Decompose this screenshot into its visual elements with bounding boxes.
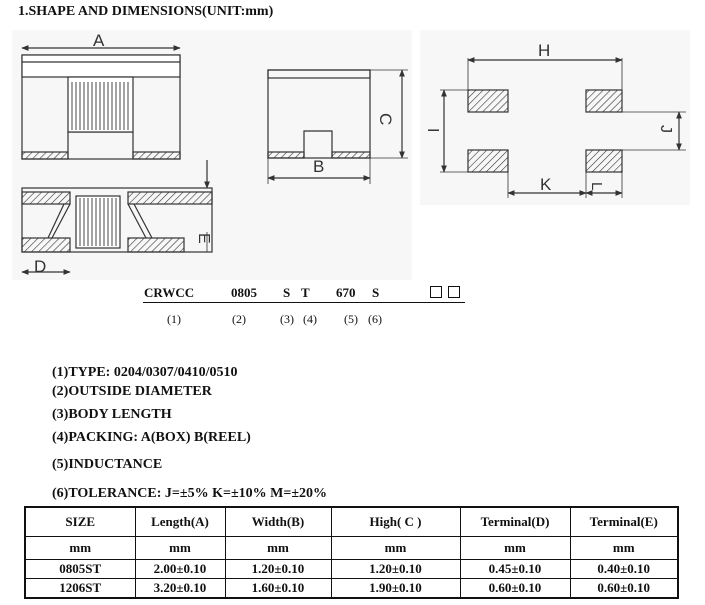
code-index: (2) [232, 312, 246, 326]
label-b: B [313, 157, 325, 176]
table-cell: 1.20±0.10 [225, 560, 331, 579]
label-l: L [588, 182, 605, 191]
table-header: Terminal(E) [570, 507, 678, 537]
table-cell: mm [225, 537, 331, 560]
table-cell: 0.60±0.10 [570, 579, 678, 599]
table-cell: mm [570, 537, 678, 560]
section-heading: 1.SHAPE AND DIMENSIONS(UNIT:mm) [18, 4, 274, 19]
option-box [448, 286, 460, 298]
table-header-row [25, 507, 678, 537]
table-cell: 3.20±0.10 [135, 579, 225, 599]
code-packing: T [301, 285, 310, 300]
table-cell: mm [460, 537, 570, 560]
code-index: (1) [167, 312, 181, 326]
legend-diameter: (2)OUTSIDE DIAMETER [52, 384, 212, 399]
table-cell: 2.00±0.10 [135, 560, 225, 579]
code-index: (5) [344, 312, 358, 326]
side-view [268, 70, 408, 184]
legend-packing: (4)PACKING: A(BOX) B(REEL) [52, 430, 251, 445]
table-header: Width(B) [225, 507, 331, 537]
table-cell: 0.40±0.10 [570, 560, 678, 579]
top-view [22, 160, 212, 272]
option-box [430, 286, 442, 298]
code-inductance: 670 [336, 285, 356, 300]
table-cell: mm [25, 537, 135, 560]
table-header: High( C ) [331, 507, 460, 537]
table-cell: 1.20±0.10 [331, 560, 460, 579]
label-h: H [538, 41, 551, 60]
code-length: S [283, 285, 291, 300]
label-k: K [540, 175, 552, 194]
table-header: Length(A) [135, 507, 225, 537]
legend-tolerance: (6)TOLERANCE: J=±5% K=±10% M=±20% [52, 486, 328, 501]
code-index: (6) [368, 312, 382, 326]
table-row [25, 579, 678, 599]
label-c: C [376, 113, 395, 126]
code-option-boxes [430, 285, 466, 301]
table-cell: 0.60±0.10 [460, 579, 570, 599]
table-cell: mm [331, 537, 460, 560]
table-cell: 0.45±0.10 [460, 560, 570, 579]
code-index: (3) [280, 312, 294, 326]
code-tolerance: S [372, 285, 380, 300]
front-view [22, 48, 180, 159]
table-cell: mm [135, 537, 225, 560]
label-i: I [424, 128, 441, 133]
table-cell: 1206ST [25, 579, 135, 599]
legend-type: (1)TYPE: 0204/0307/0410/0510 [52, 365, 238, 380]
table-cell: 0805ST [25, 560, 135, 579]
footprint-view [440, 58, 686, 198]
label-d: D [34, 257, 47, 276]
table-row [25, 560, 678, 579]
code-type: CRWCC [144, 285, 195, 300]
table-header: Terminal(D) [460, 507, 570, 537]
label-j: J [657, 125, 674, 133]
table-unit-row [25, 537, 678, 560]
legend-body-length: (3)BODY LENGTH [52, 407, 172, 422]
code-underline [143, 302, 465, 303]
dimension-drawings [0, 0, 705, 300]
table-header: SIZE [25, 507, 135, 537]
table-cell: 1.90±0.10 [331, 579, 460, 599]
legend-inductance: (5)INDUCTANCE [52, 457, 163, 472]
label-a: A [93, 31, 105, 50]
dimension-table [24, 506, 679, 599]
code-diameter: 0805 [231, 285, 257, 300]
label-e: E [195, 233, 212, 244]
table-cell: 1.60±0.10 [225, 579, 331, 599]
code-index: (4) [303, 312, 317, 326]
